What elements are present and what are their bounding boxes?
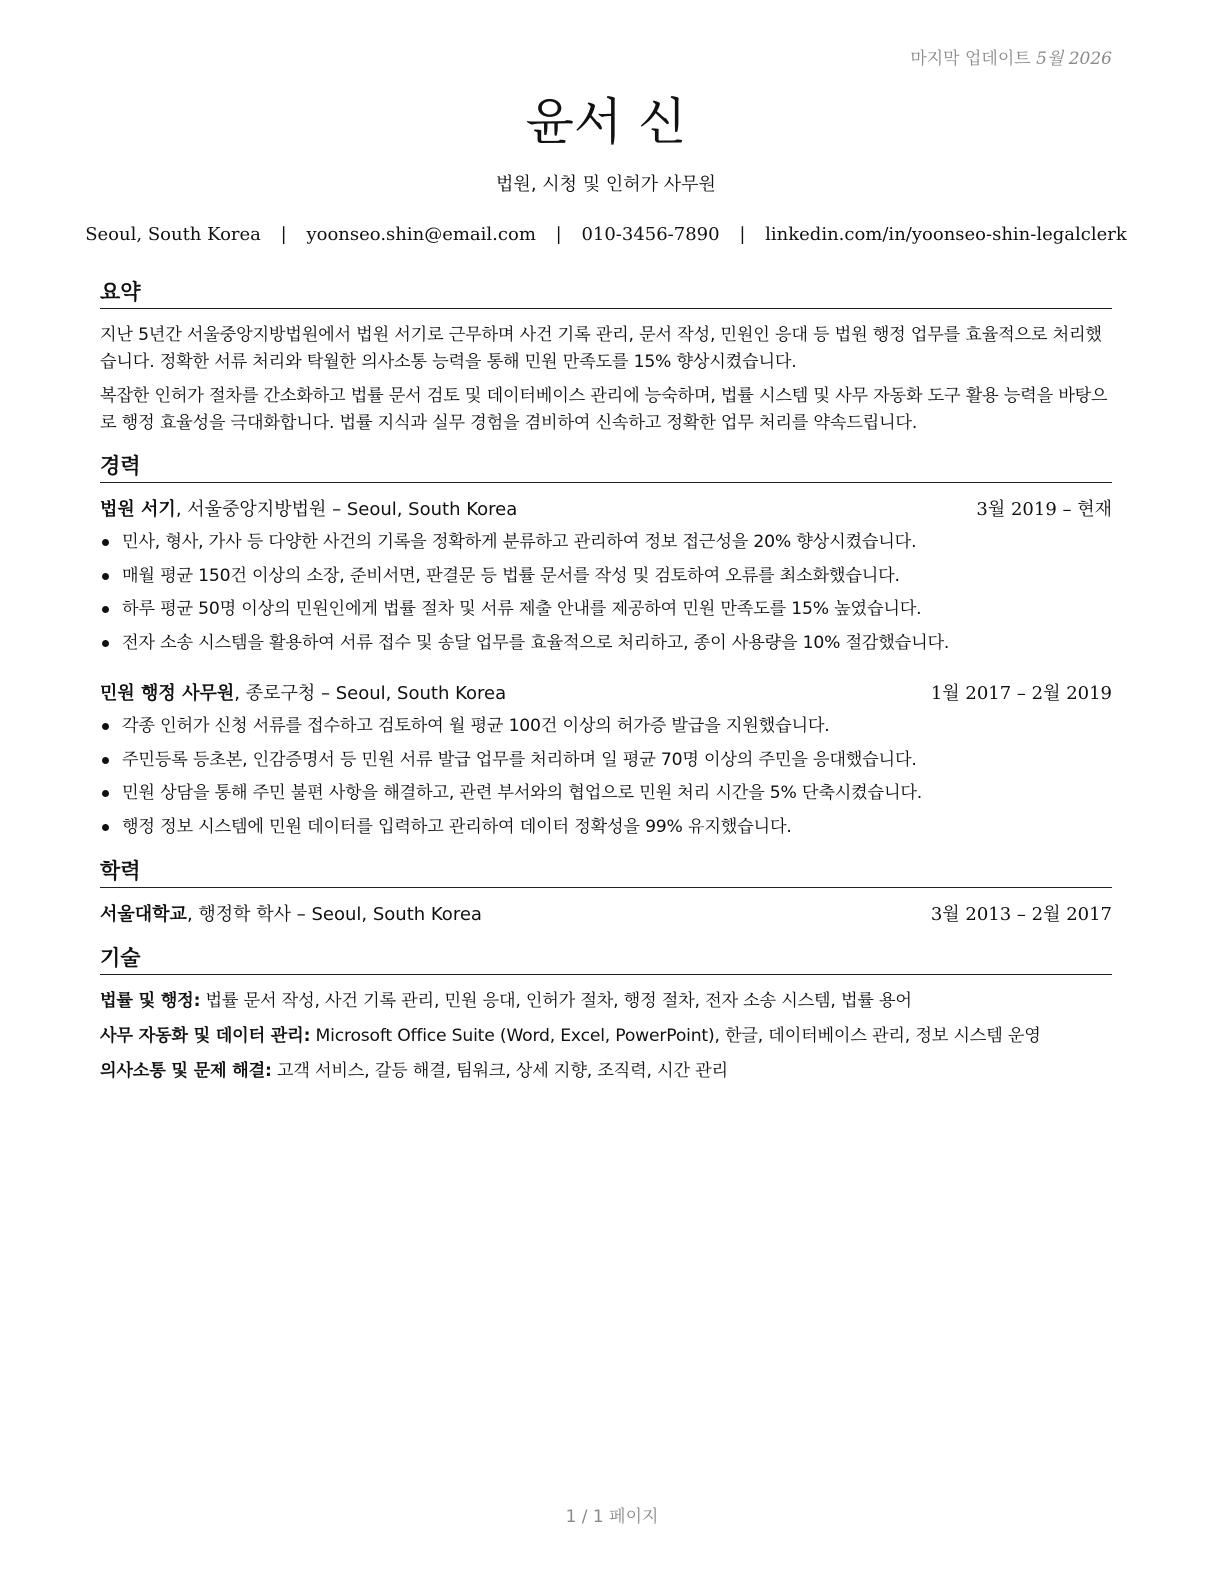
section-heading-education: 학력 [100,855,1112,888]
job-org: , 종로구청 – Seoul, South Korea [234,683,507,704]
job-bullet: 민원 상담을 통해 주민 불편 사항을 해결하고, 관련 부서와의 협업으로 민원 처리 시간을 5% 단축시켰습니다. [100,777,1112,811]
experience-section [100,450,1112,844]
degree-detail: , 행정학 학사 – Seoul, South Korea [186,904,482,925]
job-title: 법원 서기 [100,499,176,520]
section-heading-experience: 경력 [100,450,1112,483]
job-bullets [100,526,1112,660]
summary-section [100,276,1112,437]
skill-row [100,1019,1112,1054]
job-bullet: 각종 인허가 신청 서류를 접수하고 검토하여 월 평균 100건 이상의 허가증 발급을 지원했습니다. [100,710,1112,744]
contact-separator: | [555,224,562,245]
last-updated-label: 마지막 업데이트 [910,49,1031,69]
contact-line [80,224,1132,245]
contact-email[interactable]: yoonseo.shin@email.com [306,224,536,245]
job-bullet: 행정 정보 시스템에 민원 데이터를 입력하고 관리하여 데이터 정확성을 99% 유지했습니다. [100,811,1112,845]
job-dates: 1월 2017 – 2월 2019 [930,683,1112,704]
skill-items: 법률 문서 작성, 사건 기록 관리, 민원 응대, 인허가 절차, 행정 절차, 전자 소송 시스템, 법률 용어 [200,991,912,1011]
contact-separator: | [280,224,287,245]
summary-paragraph: 지난 5년간 서울중앙지방법원에서 법원 서기로 근무하며 사건 기록 관리, 문서 작성, 민원인 응대 등 법원 행정 업무를 효율적으로 처리했습니다. 정확한 서류 처리와 탁월한 의사소통 능력을 통해 민원 만족도를 15% 향상시켰습니다. [100,325,1102,372]
section-heading-skills: 기술 [100,942,1112,975]
candidate-title: 법원, 시청 및 인허가 사무원 [496,174,716,195]
job-bullet: 하루 평균 50명 이상의 민원인에게 법률 절차 및 서류 제출 안내를 제공하여 민원 만족도를 15% 높였습니다. [100,593,1112,627]
summary-paragraph: 복잡한 인허가 절차를 간소화하고 법률 문서 검토 및 데이터베이스 관리에 능숙하며, 법률 시스템 및 사무 자동화 도구 활용 능력을 바탕으로 행정 효율성을 극대화합니다. 법률 지식과 실무 경험을 겸비하여 신속하고 정확한 업무 처리를 약속드립니다. [100,386,1108,433]
skill-category: 의사소통 및 문제 해결: [100,1061,272,1081]
skill-row [100,984,1112,1019]
job-org: , 서울중앙지방법원 – Seoul, South Korea [175,499,518,520]
job-bullet: 전자 소송 시스템을 활용하여 서류 접수 및 송달 업무를 효율적으로 처리하고, 종이 사용량을 10% 절감했습니다. [100,627,1112,661]
contact-linkedin[interactable]: linkedin.com/in/yoonseo-shin-legalclerk [765,224,1127,245]
skill-category: 사무 자동화 및 데이터 관리: [100,1026,311,1046]
education-entry [100,902,1112,928]
skill-items: 고객 서비스, 갈등 해결, 팀워크, 상세 지향, 조직력, 시간 관리 [271,1061,728,1081]
contact-separator: | [739,224,746,245]
job-header [100,497,1112,523]
resume-page [85,0,1127,1584]
skills-section [100,942,1112,1089]
section-heading-summary: 요약 [100,276,1112,309]
job-header [100,681,1112,707]
job-bullet: 민사, 형사, 가사 등 다양한 사건의 기록을 정확하게 분류하고 관리하여 정보 접근성을 20% 향상시켰습니다. [100,526,1112,560]
candidate-name: 윤서 신 [525,93,687,151]
contact-location: Seoul, South Korea [85,224,261,245]
last-updated-date: 5월 2026 [1036,49,1112,69]
job-title: 민원 행정 사무원 [100,683,235,704]
last-updated [910,44,1112,69]
skill-items: Microsoft Office Suite (Word, Excel, PowerPoint), 한글, 데이터베이스 관리, 정보 시스템 운영 [310,1026,1041,1046]
job-bullet: 매월 평균 150건 이상의 소장, 준비서면, 판결문 등 법률 문서를 작성 및 검토하여 오류를 최소화했습니다. [100,560,1112,594]
skill-row [100,1054,1112,1089]
school-name: 서울대학교 [100,904,187,925]
job-dates: 3월 2019 – 현재 [976,499,1112,520]
page-indicator: 1 / 1 페이지 [565,1507,659,1527]
education-dates: 3월 2013 – 2월 2017 [930,904,1112,925]
job-bullet: 주민등록 등초본, 인감증명서 등 민원 서류 발급 업무를 처리하며 일 평균 70명 이상의 주민을 응대했습니다. [100,744,1112,778]
education-section [100,855,1112,928]
contact-phone: 010-3456-7890 [581,224,720,245]
job-bullets [100,710,1112,844]
skill-category: 법률 및 행정: [100,991,201,1011]
